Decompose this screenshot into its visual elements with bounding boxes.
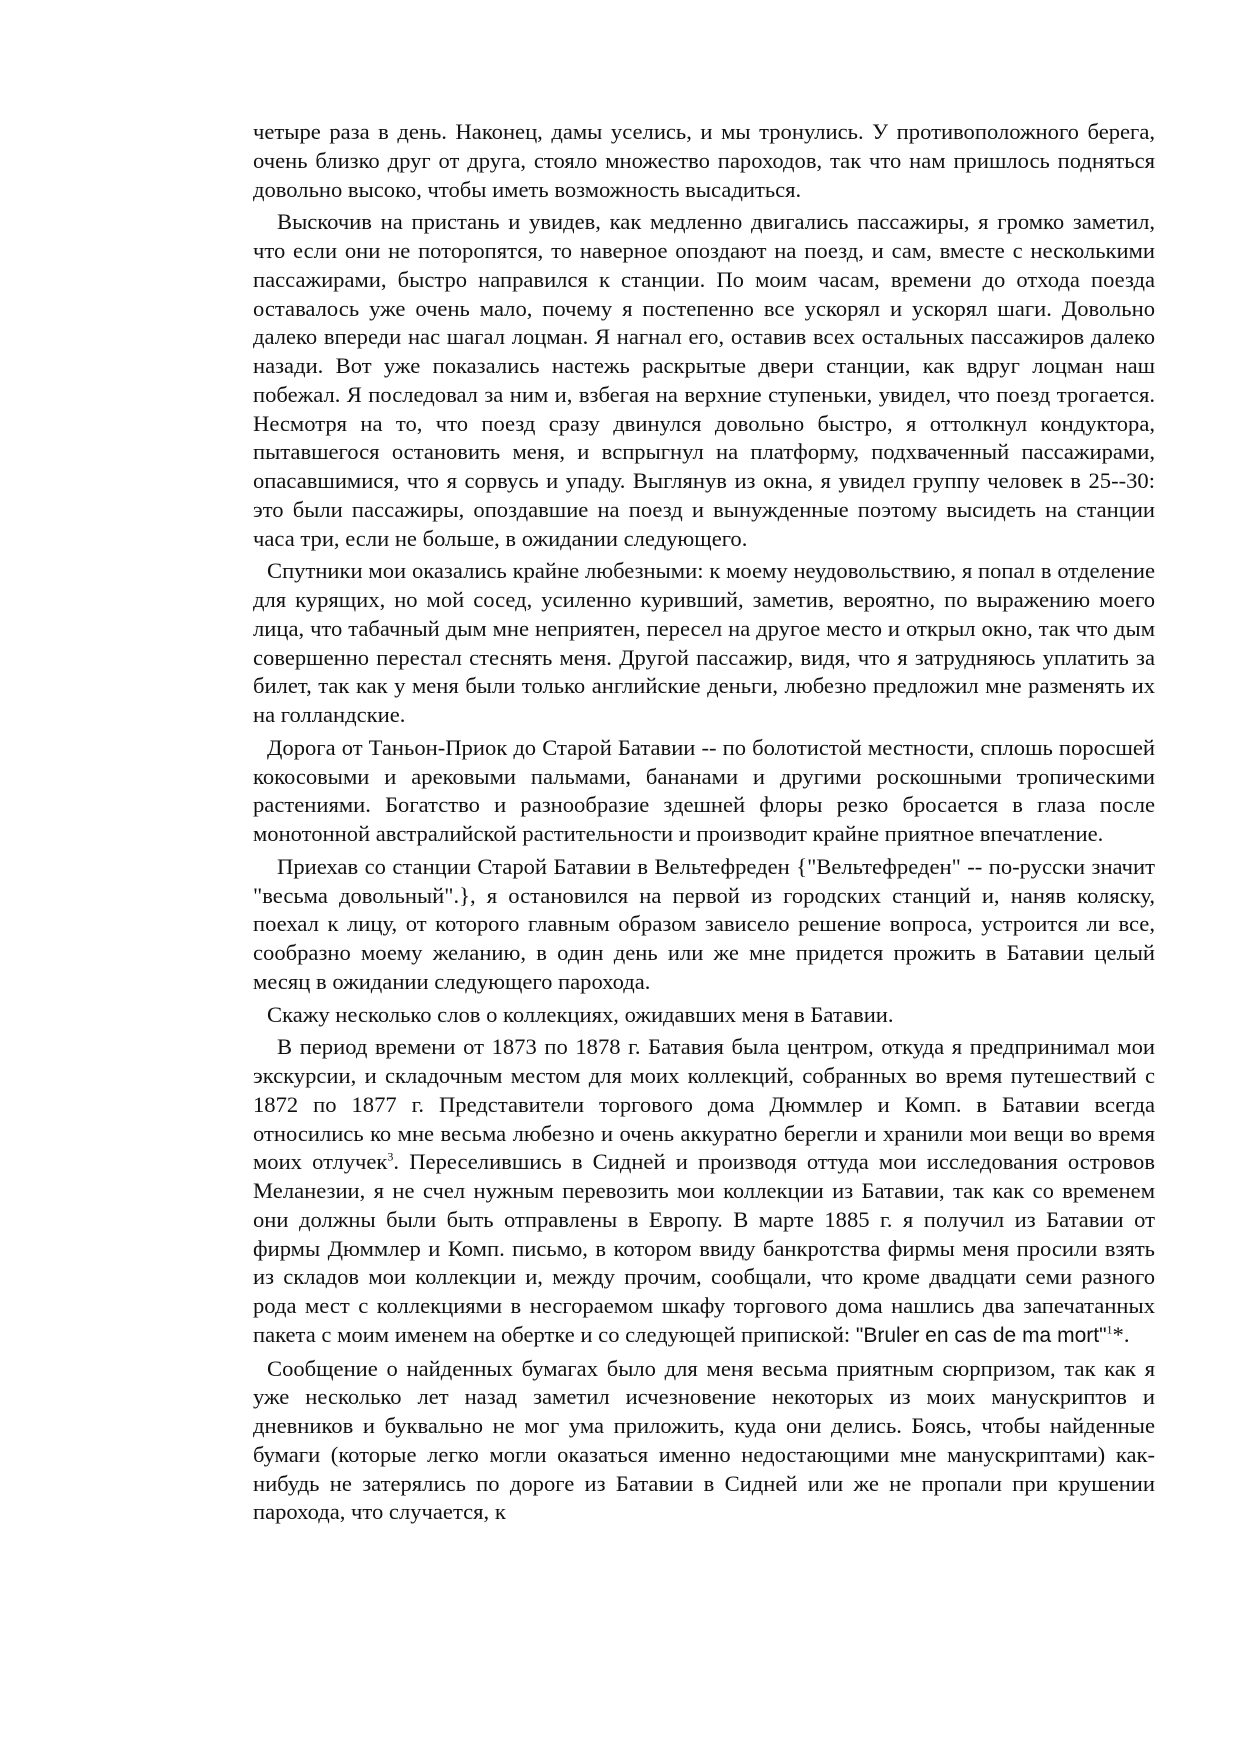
footnote-marker-3: 3 [387, 1149, 394, 1164]
paragraph-7-text-b: . Переселившись в Сидней и производя оттуда мои исследования островов Меланезии, я не счел нужным перевозить мои коллекции из Батавии, так как со временем они должны были быть отправлены в Европу. В марте 1885 г. я получил из Батавии от фирмы Дюммлер и Комп. письмо, в котором ввиду банкротства фирмы меня просили взять из складов мои коллекции и, между прочим, сообщали, что кроме двадцати семи разного рода мест с коллекциями в несгораемом шкафу торгового дома нашлись два запечатанных пакета с моим именем на обертке и со следующей припиской: [253, 1149, 1155, 1347]
document-page [253, 118, 1155, 1531]
paragraph-2: Выскочив на пристань и увидев, как медленно двигались пассажиры, я громко заметил, что если они не поторопятся, то наверное опоздают на поезд, и сам, вместе с несколькими пассажирами, быстро направился к станции. По моим часам, времени до отхода поезда оставалось уже очень мало, почему я постепенно все ускорял и ускорял шаги. Довольно далеко впереди нас шагал лоцман. Я нагнал его, оставив всех остальных пассажиров далеко назади. Вот уже показались настежь раскрытые двери станции, как вдруг лоцман наш побежал. Я последовал за ним и, взбегая на верхние ступеньки, увидел, что поезд трогается. Несмотря на то, что поезд сразу двинулся довольно быстро, я оттолкнул кондуктора, пытавшегося остановить меня, и вспрыгнул на платформу, подхваченный пассажирами, опасавшимися, что я сорвусь и упаду. Выглянув из окна, я увидел группу человек в 25--30: это были пассажиры, опоздавшие на поезд и вынужденные поэтому высидеть на станции часа три, если не больше, в ожидании следующего. [253, 209, 1155, 551]
paragraph-3: Спутники мои оказались крайне любезными: к моему неудовольствию, я попал в отделение для курящих, но мой сосед, усиленно куривший, заметив, вероятно, по выражению моего лица, что табачный дым мне неприятен, пересел на другое место и открыл окно, так что дым совершенно перестал стеснять меня. Другой пассажир, видя, что я затрудняюсь уплатить за билет, так как у меня были только английские деньги, любезно предложил мне разменять их на голландские. [253, 558, 1155, 727]
paragraph-4: Дорога от Таньон-Приок до Старой Батавии -- по болотистой местности, сплошь поросшей кокосовыми и арековыми пальмами, бананами и другими роскошными тропическими растениями. Богатство и разнообразие здешней флоры резко бросается в глаза после монотонной австралийской растительности и производит крайне приятное впечатление. [253, 734, 1155, 846]
paragraph-8: Сообщение о найденных бумагах было для меня весьма приятным сюрпризом, так как я уже несколько лет назад заметил исчезновение некоторых из моих манускриптов и дневников и буквально не мог ума приложить, куда они делись. Боясь, чтобы найденные бумаги (которые легко могли оказаться именно недостающими мне манускриптами) как-нибудь не затерялись по дороге из Батавии в Сидней или же не пропали при крушении парохода, что случается, к [253, 1355, 1155, 1525]
french-quote: "Bruler en cas de ma mort" [855, 1323, 1107, 1347]
paragraph-7 [253, 1033, 1155, 1350]
footnote-marker-1: 1 [1106, 1322, 1113, 1337]
paragraph-7-text-a: В период времени от 1873 по 1878 г. Батавия была центром, откуда я предпринимал мои экскурсии, и складочным местом для моих коллекций, собранных во время путешествий с 1872 по 1877 г. Представители торгового дома Дюммлер и Комп. в Батавии всегда относились ко мне весьма любезно и очень аккуратно берегли и хранили мои вещи во время моих отлучек [253, 1034, 1155, 1175]
paragraph-6: Скажу несколько слов о коллекциях, ожидавших меня в Батавии. [267, 1001, 894, 1027]
paragraph-5: Приехав со станции Старой Батавии в Вельтефреден {"Вельтефреден" -- по-русски значит "весьма довольный".}, я остановился на первой из городских станций и, наняв коляску, поехал к лицу, от которого главным образом зависело решение вопроса, устроится ли все, сообразно моему желанию, в один день или же мне придется прожить в Батавии целый месяц в ожидании следующего парохода. [253, 853, 1155, 994]
paragraph-7-end: *. [1112, 1321, 1130, 1347]
paragraph-1: четыре раза в день. Наконец, дамы уселись, и мы тронулись. У противоположного берега, очень близко друг от друга, стояло множество пароходов, так что нам пришлось подняться довольно высоко, чтобы иметь возможность высадиться. [253, 119, 1155, 202]
